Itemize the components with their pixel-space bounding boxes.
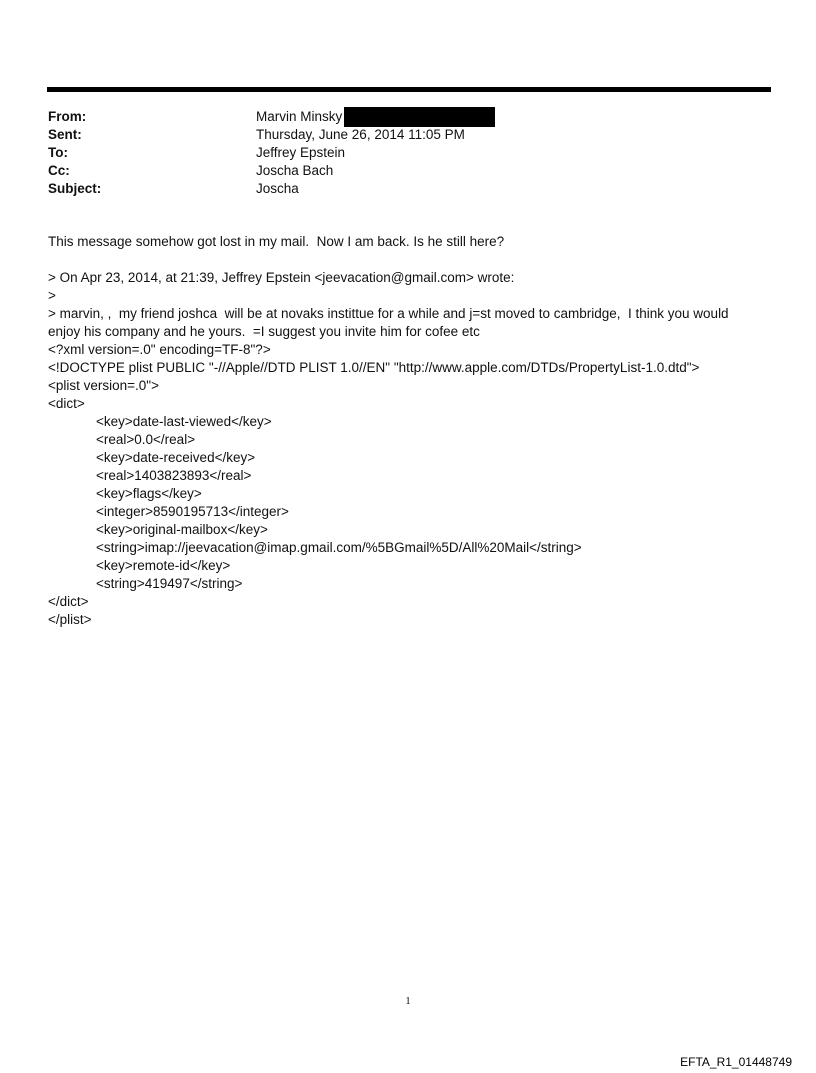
doctype-line: <!DOCTYPE plist PUBLIC "-//Apple//DTD PLIST 1.0//EN" "http://www.apple.com/DTDs/PropertyList-1.0.dtd"> xyxy=(48,360,700,375)
to-label: To: xyxy=(48,145,68,160)
redaction-block xyxy=(344,107,495,127)
dict-line: <key>date-last-viewed</key> xyxy=(96,414,272,429)
sent-label: Sent: xyxy=(48,127,82,142)
plist-open: <plist version=.0"> xyxy=(48,378,159,393)
sent-row xyxy=(48,126,748,144)
quote-line: > marvin, , my friend joshca will be at novaks instittue for a while and j=st moved to cambridge, I think you would xyxy=(48,306,729,321)
message-text: This message somehow got lost in my mail. Now I am back. Is he still here? xyxy=(48,234,505,249)
quote-line: > On Apr 23, 2014, at 21:39, Jeffrey Epstein <jeevacation@gmail.com> wrote: xyxy=(48,270,515,285)
dict-close: </dict> xyxy=(48,594,89,609)
dict-open: <dict> xyxy=(48,396,85,411)
from-label: From: xyxy=(48,109,87,124)
dict-line: <real>0.0</real> xyxy=(96,432,196,447)
plist-close: </plist> xyxy=(48,612,92,627)
dict-line: <real>1403823893</real> xyxy=(96,468,252,483)
subject-label: Subject: xyxy=(48,181,102,196)
email-header xyxy=(48,108,748,198)
dict-line: <string>imap://jeevacation@imap.gmail.com/%5BGmail%5D/All%20Mail</string> xyxy=(96,540,582,555)
from-value: Marvin Minsky xyxy=(256,109,343,124)
cc-value: Joscha Bach xyxy=(256,163,334,178)
dict-line: <integer>8590195713</integer> xyxy=(96,504,289,519)
xml-declaration: <?xml version=.0" encoding=TF-8"?> xyxy=(48,342,271,357)
to-row xyxy=(48,144,748,162)
quote-line: enjoy his company and he yours. =I suggest you invite him for cofee etc xyxy=(48,324,480,339)
dict-line: <key>original-mailbox</key> xyxy=(96,522,268,537)
cc-row xyxy=(48,162,748,180)
email-body xyxy=(48,233,768,629)
from-row xyxy=(48,108,748,126)
subject-row xyxy=(48,180,748,198)
sent-value: Thursday, June 26, 2014 11:05 PM xyxy=(256,127,465,142)
page-number: 1 xyxy=(405,995,411,1007)
header-rule xyxy=(47,87,771,92)
dict-line: <key>flags</key> xyxy=(96,486,202,501)
quote-line: > xyxy=(48,288,56,303)
cc-label: Cc: xyxy=(48,163,70,178)
dict-line: <key>remote-id</key> xyxy=(96,558,231,573)
dict-line: <key>date-received</key> xyxy=(96,450,256,465)
dict-line: <string>419497</string> xyxy=(96,576,243,591)
to-value: Jeffrey Epstein xyxy=(256,145,346,160)
document-id: EFTA_R1_01448749 xyxy=(680,1055,792,1069)
subject-value: Joscha xyxy=(256,181,299,196)
